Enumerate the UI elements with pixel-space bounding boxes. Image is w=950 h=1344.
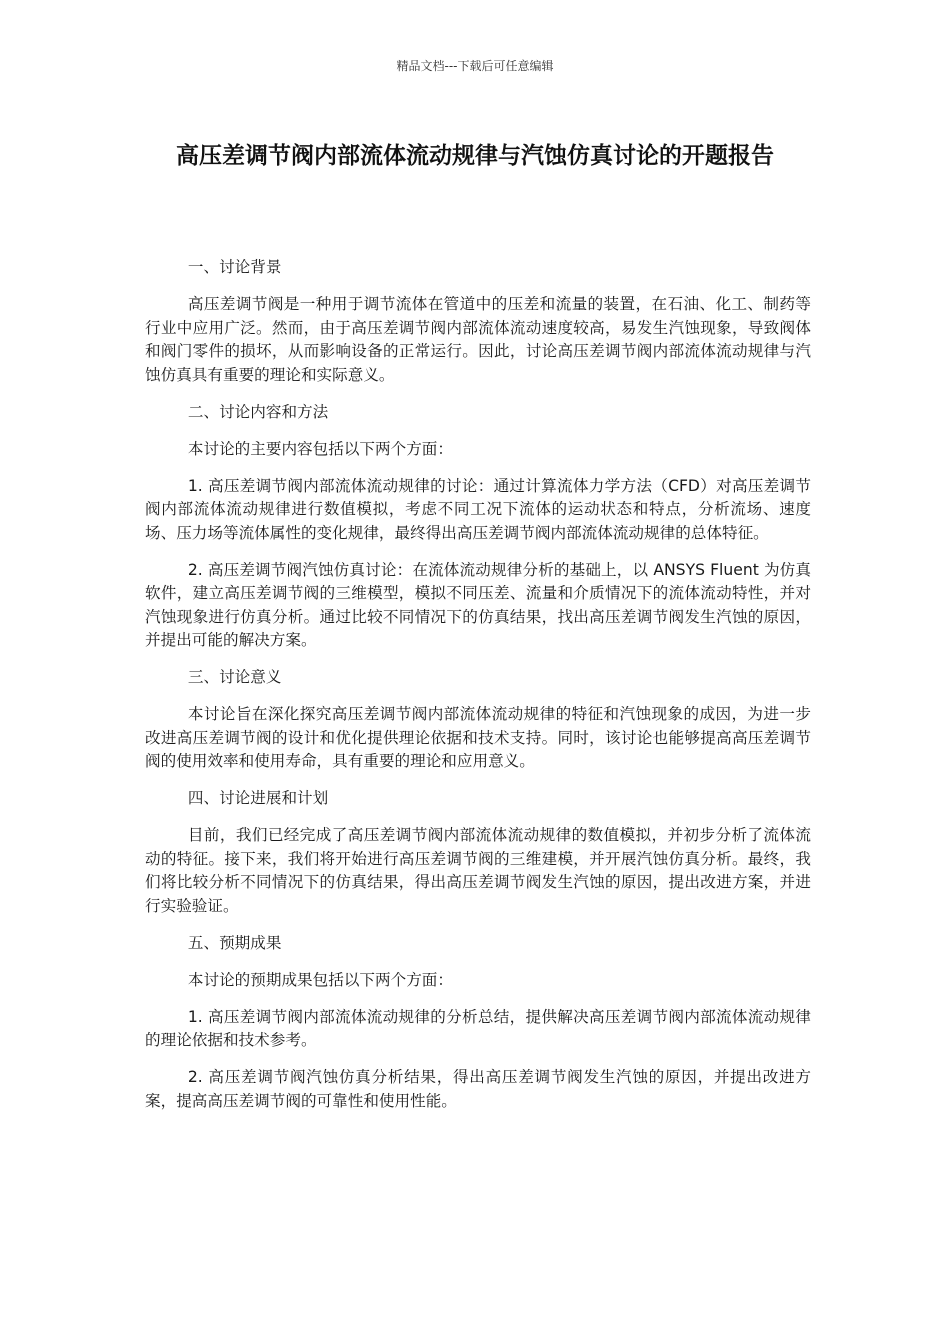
paragraph-results-item-1: 1. 高压差调节阀内部流体流动规律的分析总结，提供解决高压差调节阀内部流体流动规律的理论依据和技术参考。: [145, 1007, 811, 1049]
paragraph-content-item-1: 1. 高压差调节阀内部流体流动规律的讨论：通过计算流体力学方法（CFD）对高压差调节阀内部流体流动规律进行数值模拟，考虑不同工况下流体的运动状态和特点，分析流场、速度场、压力场等流体属性的变化规律，最终得出高压差调节阀内部流体流动规律的总体特征。: [145, 476, 811, 542]
page-header: 精品文档---下载后可任意编辑: [396, 59, 554, 73]
section-heading-significance: 三、讨论意义: [187, 668, 282, 686]
paragraph-significance: 本讨论旨在深化探究高压差调节阀内部流体流动规律的特征和汽蚀现象的成因，为进一步改进高压差调节阀的设计和优化提供理论依据和技术支持。同时，该讨论也能够提高高压差调节阀的使用效率和使用寿命，具有重要的理论和应用意义。: [145, 705, 811, 770]
section-heading-background: 一、讨论背景: [187, 258, 282, 276]
section-heading-expected-results: 五、预期成果: [187, 933, 282, 952]
paragraph-content-intro: 本讨论的主要内容包括以下两个方面：: [187, 439, 453, 458]
section-heading-content-method: 二、讨论内容和方法: [187, 402, 329, 421]
document-body: [145, 256, 811, 1127]
document-title: 高压差调节阀内部流体流动规律与汽蚀仿真讨论的开题报告: [176, 143, 774, 169]
section-heading-progress-plan: 四、讨论进展和计划: [187, 789, 329, 807]
paragraph-results-intro: 本讨论的预期成果包括以下两个方面：: [187, 970, 453, 989]
paragraph-progress-plan: 目前，我们已经完成了高压差调节阀内部流体流动规律的数值模拟，并初步分析了流体流动的特征。接下来，我们将开始进行高压差调节阀的三维建模，并开展汽蚀仿真分析。最终，我们将比较分析不同情况下的仿真结果，得出高压差调节阀发生汽蚀的原因，提出改进方案，并进行实验验证。: [145, 826, 811, 915]
paragraph-results-item-2: 2. 高压差调节阀汽蚀仿真分析结果，得出高压差调节阀发生汽蚀的原因，并提出改进方案，提高高压差调节阀的可靠性和使用性能。: [145, 1068, 811, 1110]
paragraph-content-item-2: 2. 高压差调节阀汽蚀仿真讨论：在流体流动规律分析的基础上，以 ANSYS Fluent 为仿真软件，建立高压差调节阀的三维模型，模拟不同压差、流量和介质情况下的流体流动特性，并对汽蚀现象进行仿真分析。通过比较不同情况下的仿真结果，找出高压差调节阀发生汽蚀的原因，并提出可能的解决方案。: [145, 560, 811, 649]
paragraph-background: 高压差调节阀是一种用于调节流体在管道中的压差和流量的装置，在石油、化工、制药等行业中应用广泛。然而，由于高压差调节阀内部流体流动速度较高，易发生汽蚀现象，导致阀体和阀门零件的损坏，从而影响设备的正常运行。因此，讨论高压差调节阀内部流体流动规律与汽蚀仿真具有重要的理论和实际意义。: [145, 295, 811, 384]
